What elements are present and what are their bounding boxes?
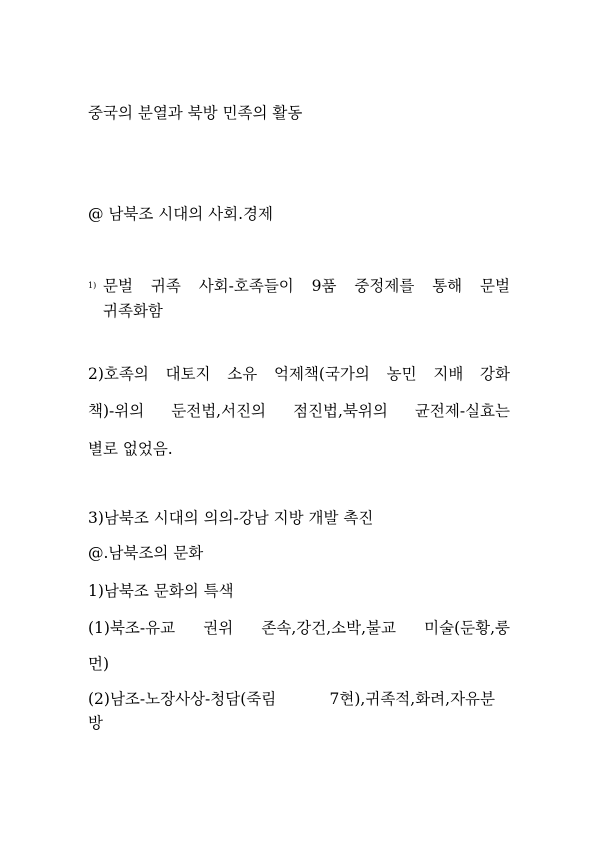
- sub-item-1-b-line-2: 방: [88, 714, 103, 732]
- section-heading-culture: @.남북조의 문화: [88, 544, 204, 562]
- item-1-number: 1): [88, 281, 97, 290]
- item-2-line-2: 책)-위의 둔전법,서진의 점진법,북위의 균전제-실효는: [88, 402, 510, 420]
- item-1-line-1: 문벌 귀족 사회-호족들이 9품 중정제를 통해 문벌: [103, 277, 510, 295]
- section-heading-society-economy: @ 남북조 시대의 사회.경제: [88, 205, 273, 223]
- sub-item-1: 1)남북조 문화의 특색: [88, 582, 234, 600]
- sub-item-1-a-line-1: (1)북조-유교 권위 존속,강건,소박,불교 미술(둔황,룽: [88, 619, 510, 637]
- item-2-line-3: 별로 없었음.: [88, 440, 173, 458]
- document-title: 중국의 분열과 북방 민족의 활동: [88, 104, 303, 122]
- item-3: 3)남북조 시대의 의의-강남 지방 개발 촉진: [88, 509, 374, 527]
- sub-item-1-a-line-2: 먼): [88, 655, 110, 673]
- item-1-line-2: 귀족화함: [103, 302, 163, 320]
- sub-item-1-b-line-1: (2)남조-노장사상-청담(죽림 7현),귀족적,화려,자유분: [88, 690, 495, 708]
- item-2-line-1: 2)호족의 대토지 소유 억제책(국가의 농민 지배 강화: [88, 365, 510, 383]
